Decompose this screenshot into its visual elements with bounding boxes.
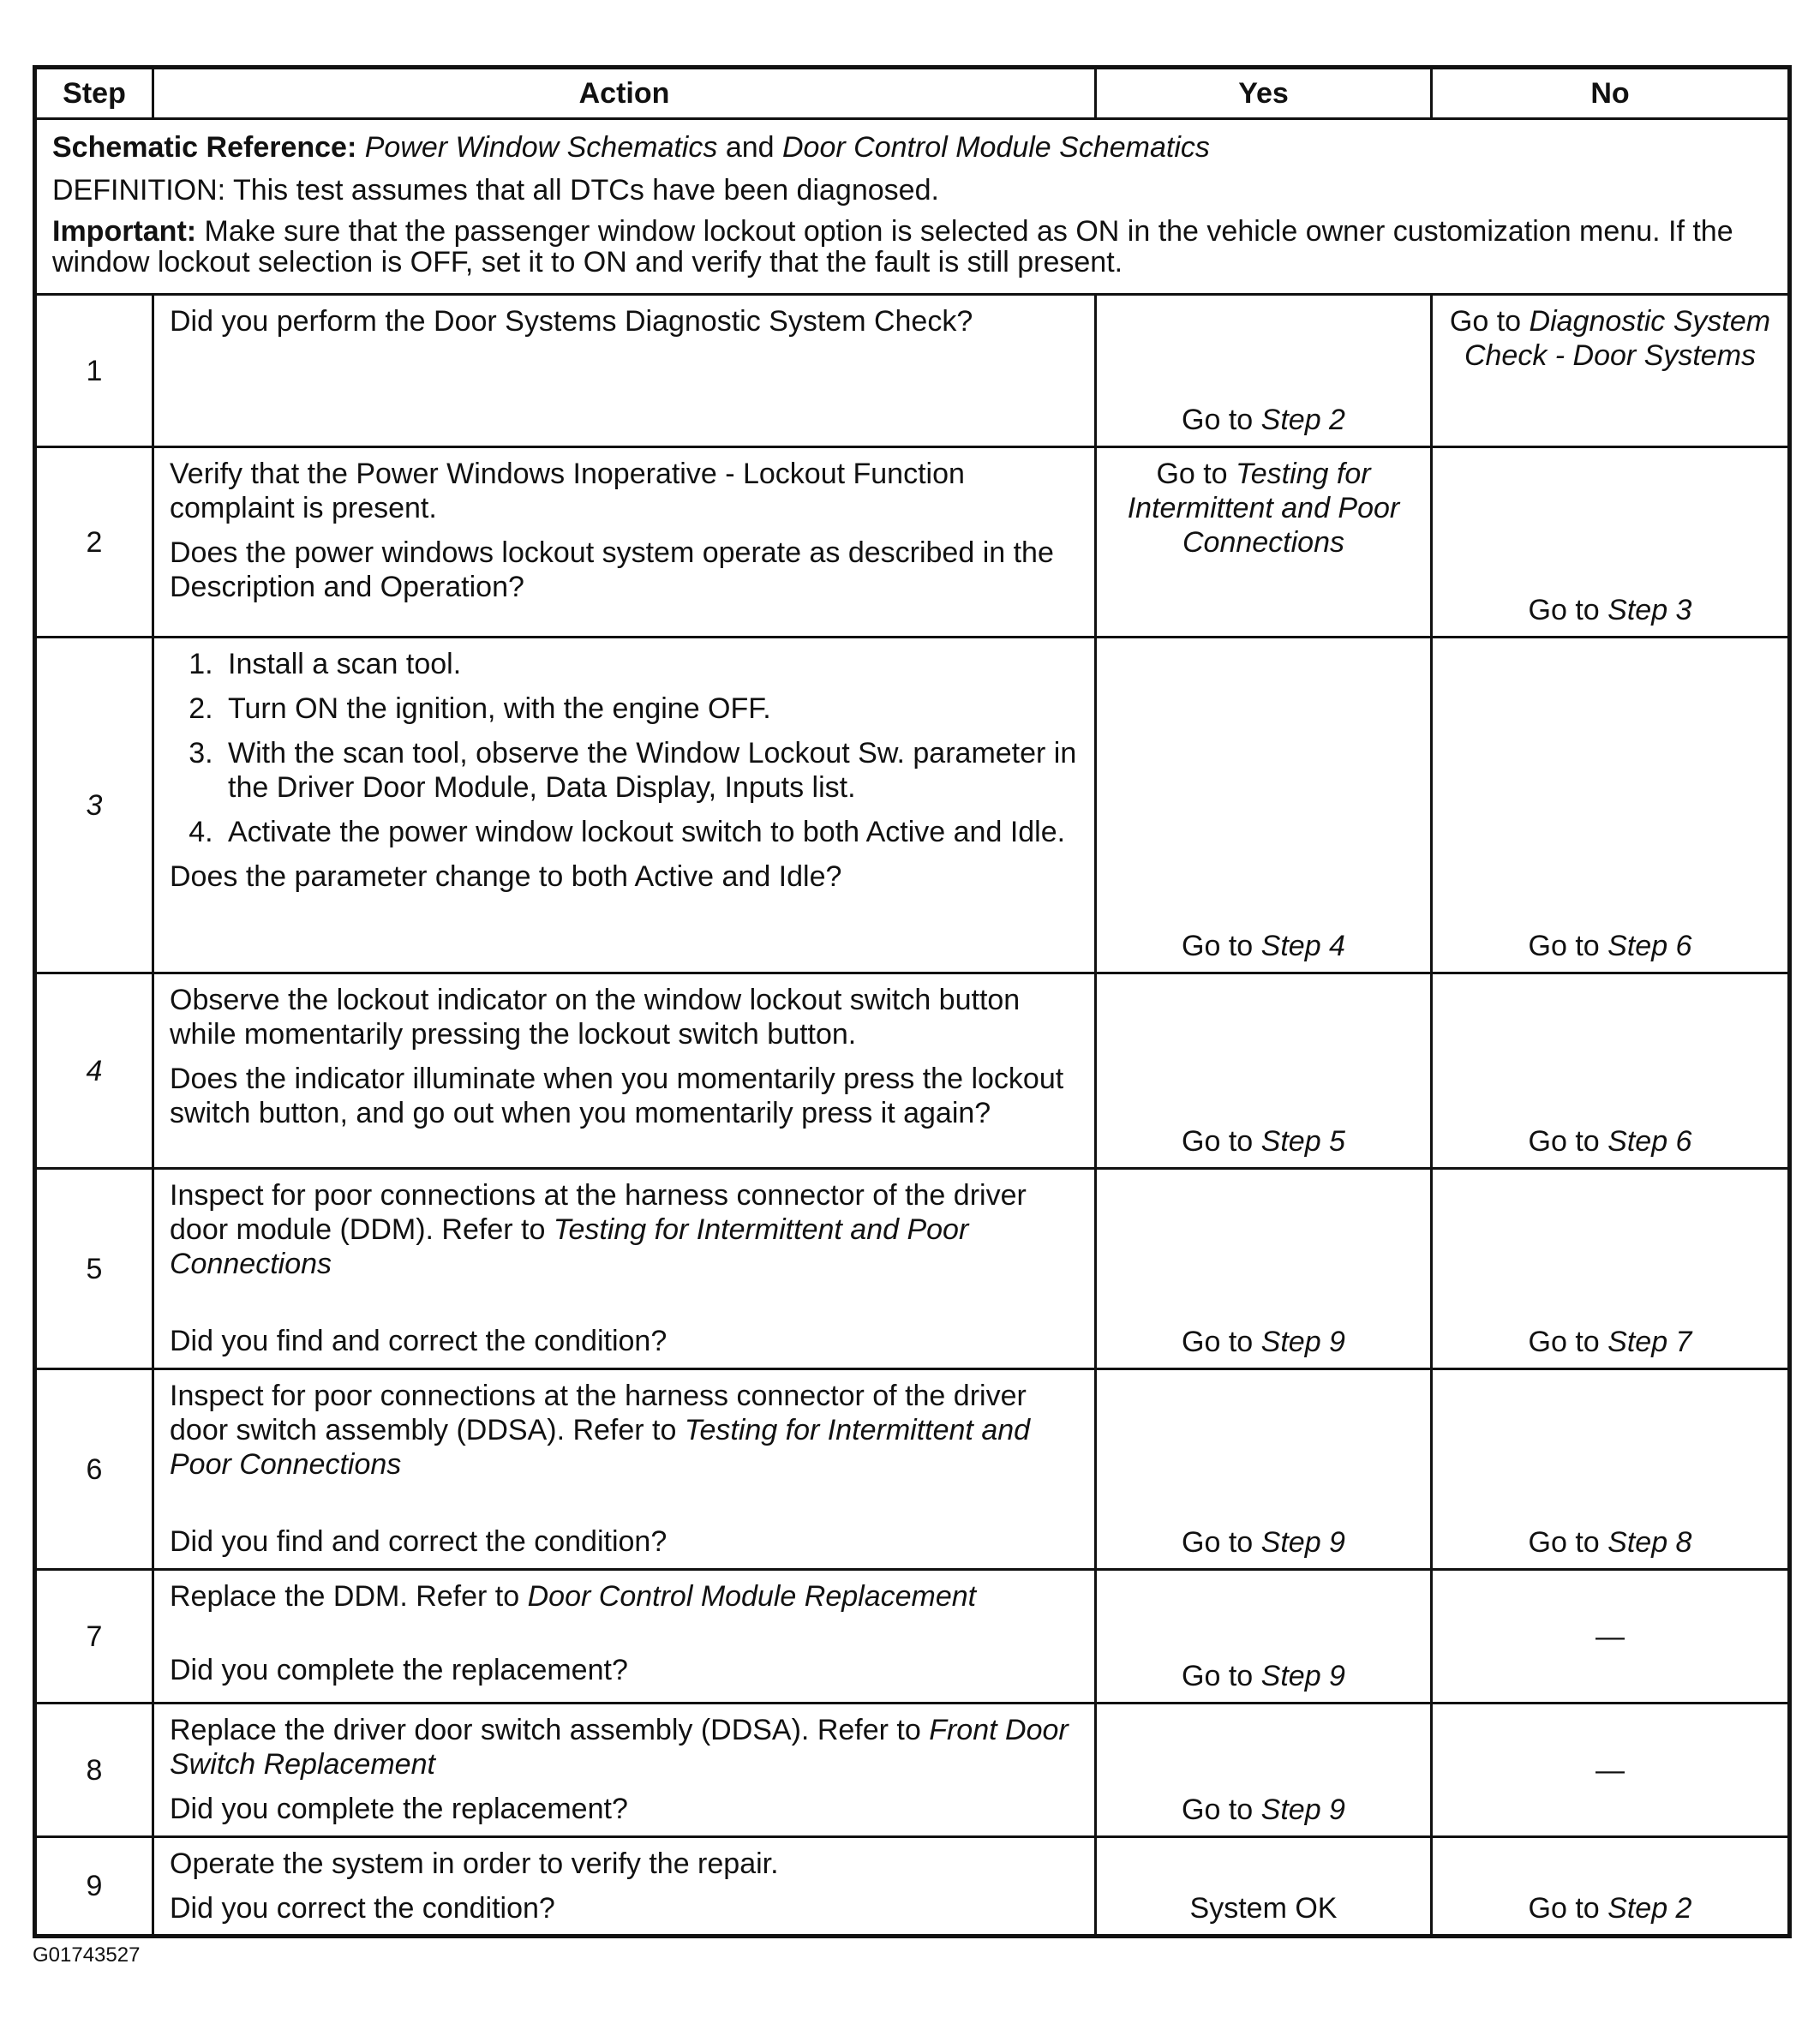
yes-prefix: Go to	[1182, 404, 1254, 436]
schematic-ref-2: Door Control Module Schematics	[782, 131, 1210, 164]
no-cell	[1432, 1169, 1790, 1369]
action-text	[170, 1579, 1079, 1614]
action-question: Did you correct the condition?	[170, 1892, 555, 1925]
yes-link[interactable]: Step 9	[1260, 1526, 1345, 1559]
yes-link[interactable]: Step 9	[1260, 1326, 1345, 1358]
yes-prefix: Go to	[1182, 1793, 1254, 1826]
step-number: 3	[35, 638, 153, 973]
action-question: Did you find and correct the condition?	[170, 1325, 668, 1357]
step-number: 7	[35, 1570, 153, 1704]
diagnostic-table-container	[33, 65, 1787, 1938]
definition-text: DEFINITION: This test assumes that all DTCs have been diagnosed.	[52, 174, 939, 207]
yes-cell	[1096, 1369, 1432, 1570]
table-row	[35, 295, 1790, 447]
step-number: 4	[35, 973, 153, 1169]
yes-link[interactable]: Step 9	[1260, 1660, 1345, 1692]
step-number: 5	[35, 1169, 153, 1369]
table-row	[35, 1837, 1790, 1937]
no-cell	[1432, 638, 1790, 973]
list-item: 4. Activate the power window lockout switch to both Active and Idle.	[221, 815, 1079, 849]
table-row	[35, 1704, 1790, 1837]
action-text	[170, 1713, 1079, 1781]
list-item: 1. Install a scan tool.	[221, 647, 1079, 681]
action-cell	[153, 638, 1096, 973]
action-reference-link[interactable]: Testing for Intermittent and Poor Connections	[170, 1213, 969, 1280]
action-question: Did you complete the replacement?	[170, 1793, 628, 1825]
action-question: Did you find and correct the condition?	[170, 1525, 668, 1558]
no-cell	[1432, 1837, 1790, 1937]
action-cell	[153, 973, 1096, 1169]
no-prefix: Go to	[1528, 1892, 1600, 1925]
action-cell	[153, 1704, 1096, 1837]
table-row	[35, 1570, 1790, 1704]
step-number: 6	[35, 1369, 153, 1570]
schematic-reference	[52, 130, 1772, 165]
no-cell	[1432, 973, 1790, 1169]
intro-cell	[35, 119, 1790, 295]
action-question: Does the parameter change to both Active and Idle?	[170, 860, 842, 893]
action-cell	[153, 1369, 1096, 1570]
diagnostic-table	[33, 65, 1792, 1938]
procedure-list	[170, 647, 1079, 849]
yes-prefix: Go to	[1182, 930, 1254, 962]
header-row	[35, 68, 1790, 119]
no-cell	[1432, 447, 1790, 638]
action-instruction: Inspect for poor connections at the harness connector of the driver door module (DDM). Refer to	[170, 1179, 1027, 1246]
yes-prefix: Go to	[1182, 1660, 1254, 1692]
schematic-ref-1: Power Window Schematics	[364, 131, 718, 164]
yes-cell	[1096, 973, 1432, 1169]
table-row	[35, 638, 1790, 973]
no-cell	[1432, 295, 1790, 447]
important-text: Make sure that the passenger window lockout option is selected as ON in the vehicle owner customization menu. If the window lockout selection is OFF, set it to ON and verify that the fault is still present.	[52, 215, 1733, 278]
header-action: Action	[153, 68, 1096, 119]
yes-cell	[1096, 1704, 1432, 1837]
yes-prefix: Go to	[1182, 1326, 1254, 1358]
no-prefix: Go to	[1528, 930, 1600, 962]
no-link[interactable]: Step 6	[1607, 930, 1692, 962]
figure-id: G01743527	[33, 1943, 141, 1967]
yes-prefix: Go to	[1182, 1526, 1254, 1559]
no-link[interactable]: Diagnostic System Check - Door Systems	[1464, 305, 1771, 372]
important-note	[52, 216, 1772, 278]
action-cell	[153, 1837, 1096, 1937]
header-yes: Yes	[1096, 68, 1432, 119]
no-cell: —	[1432, 1704, 1790, 1837]
yes-cell: System OK	[1096, 1837, 1432, 1937]
action-text: Operate the system in order to verify the repair.	[170, 1847, 779, 1880]
no-link[interactable]: Step 8	[1607, 1526, 1692, 1559]
yes-prefix: Go to	[1156, 458, 1228, 490]
no-prefix: Go to	[1528, 1326, 1600, 1358]
no-cell	[1432, 1369, 1790, 1570]
step-number: 2	[35, 447, 153, 638]
yes-prefix: Go to	[1182, 1125, 1254, 1158]
table-row	[35, 973, 1790, 1169]
header-step: Step	[35, 68, 153, 119]
table-row	[35, 1369, 1790, 1570]
no-prefix: Go to	[1449, 305, 1522, 338]
intro-row	[35, 119, 1790, 295]
action-cell	[153, 295, 1096, 447]
header-no: No	[1432, 68, 1790, 119]
action-text: Did you perform the Door Systems Diagnostic System Check?	[170, 305, 973, 338]
no-prefix: Go to	[1528, 1125, 1600, 1158]
schematic-and: and	[725, 131, 775, 164]
no-link[interactable]: Step 3	[1607, 594, 1692, 626]
no-link[interactable]: Step 2	[1607, 1892, 1692, 1925]
action-instruction: Replace the DDM. Refer to	[170, 1580, 520, 1613]
action-reference-link[interactable]: Front Door Switch Replacement	[170, 1714, 1069, 1781]
action-text: Observe the lockout indicator on the window lockout switch button while momentarily pressing the lockout switch button.	[170, 984, 1021, 1051]
list-item: 3. With the scan tool, observe the Window Lockout Sw. parameter in the Driver Door Module, Data Display, Inputs list.	[221, 736, 1079, 805]
action-text: Verify that the Power Windows Inoperative - Lockout Function complaint is present.	[170, 458, 965, 524]
yes-cell	[1096, 1570, 1432, 1704]
step-number: 9	[35, 1837, 153, 1937]
yes-link[interactable]: Testing for Intermittent and Poor Connections	[1127, 458, 1400, 559]
table-row	[35, 447, 1790, 638]
schematic-label: Schematic Reference:	[52, 131, 357, 164]
action-reference-link[interactable]: Door Control Module Replacement	[527, 1580, 977, 1613]
action-text	[170, 1379, 1079, 1482]
action-question: Did you complete the replacement?	[170, 1654, 628, 1686]
action-cell	[153, 1570, 1096, 1704]
action-cell	[153, 1169, 1096, 1369]
action-question: Does the power windows lockout system operate as described in the Description and Operation?	[170, 536, 1054, 603]
step-number: 8	[35, 1704, 153, 1837]
yes-cell	[1096, 1169, 1432, 1369]
action-question: Does the indicator illuminate when you momentarily press the lockout switch button, and go out when you momentarily press it again?	[170, 1063, 1064, 1129]
no-prefix: Go to	[1528, 1526, 1600, 1559]
yes-link[interactable]: Step 4	[1260, 930, 1345, 962]
action-reference-link[interactable]: Testing for Intermittent and Poor Connections	[170, 1414, 1031, 1481]
yes-link[interactable]: Step 9	[1260, 1793, 1345, 1826]
no-cell: —	[1432, 1570, 1790, 1704]
important-label: Important:	[52, 215, 197, 248]
yes-cell	[1096, 447, 1432, 638]
step-number: 1	[35, 295, 153, 447]
no-link[interactable]: Step 7	[1607, 1326, 1692, 1358]
yes-cell	[1096, 638, 1432, 973]
no-link[interactable]: Step 6	[1607, 1125, 1692, 1158]
yes-link[interactable]: Step 2	[1260, 404, 1345, 436]
yes-link[interactable]: Step 5	[1260, 1125, 1345, 1158]
no-prefix: Go to	[1528, 594, 1600, 626]
action-text	[170, 1178, 1079, 1281]
table-row	[35, 1169, 1790, 1369]
list-item: 2. Turn ON the ignition, with the engine OFF.	[221, 692, 1079, 726]
action-instruction: Replace the driver door switch assembly (DDSA). Refer to	[170, 1714, 921, 1746]
yes-cell	[1096, 295, 1432, 447]
action-instruction: Inspect for poor connections at the harness connector of the driver door switch assembly (DDSA). Refer to	[170, 1380, 1027, 1446]
action-cell	[153, 447, 1096, 638]
